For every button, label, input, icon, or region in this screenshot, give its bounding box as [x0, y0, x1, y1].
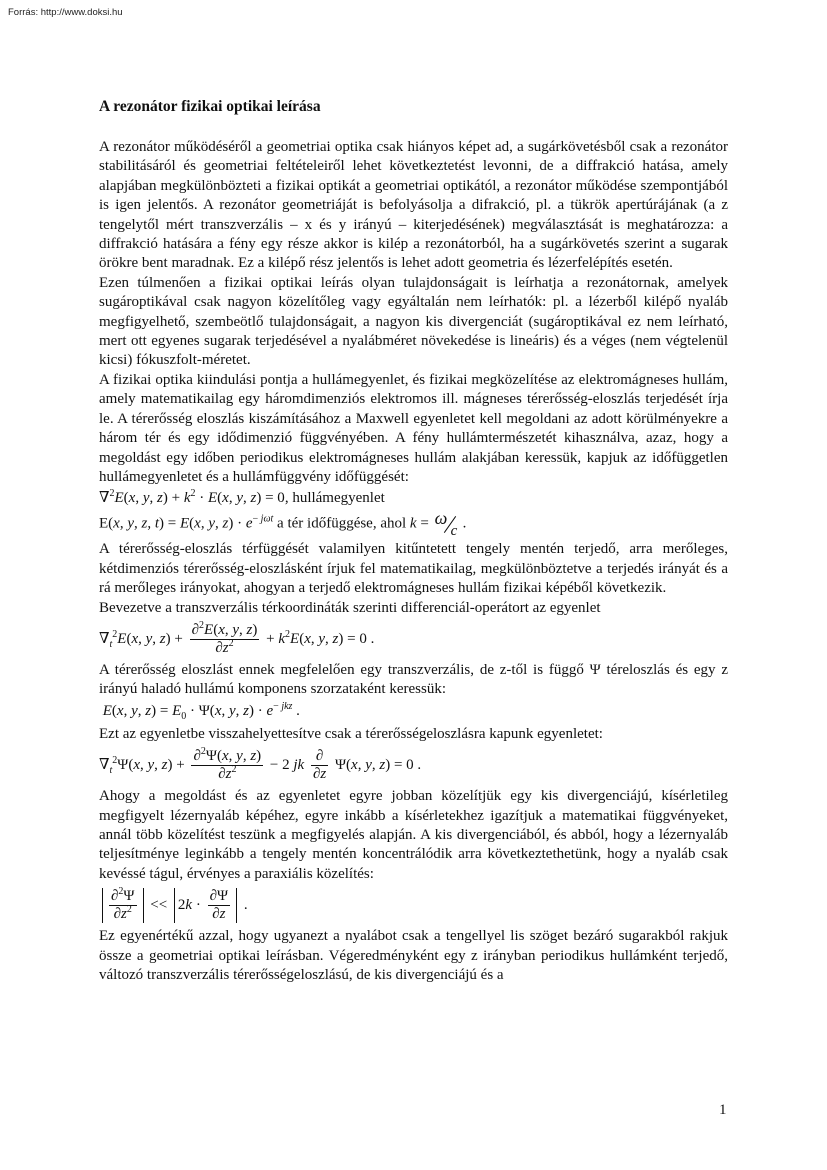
document-title: A rezonátor fizikai optikai leírása — [99, 98, 321, 115]
paragraph-3: A fizikai optika kiindulási pontja a hullámegyenlet, és fizikai megközelítése az elektromágneses hullám, amely matematikailag egy háromdimenziós elektromos ill. mágneses térerősség-eloszlás terjedését írja le. A térerősség eloszlás kiszámításához a Maxwell egyenletet kell megoldani az adott körülményekre a három tér és egy idődimenzió függvényében. A fény hullámtermészetét kihasználva, azaz, hogy a megoldást egy időben periodikus elektromágneses hullám alakjában keressük, kapjuk az időfüggetlen hullámegyenletet és a hullámfüggvény időfüggését: — [99, 371, 728, 485]
page-number: 1 — [719, 1102, 727, 1118]
paragraph-5: Bevezetve a transzverzális térkoordináták szerinti differenciál-operátort az egyenlet — [99, 599, 601, 616]
equation-time: E(x, y, z, t) = E(x, y, $z) \cdot e^{- j\omega t}$ a tér időfüggése, ahol k = ω c . — [99, 508, 467, 540]
paragraph-6: A térerősség eloszlást ennek megfelelően egy transzverzális, de z-től is függő Ψ téreloszlás és egy z irányú haladó hullámú komponens szorzataként keressük: — [99, 661, 728, 698]
equation-wave: ∇$^2$E(x, y, $z) + k^2 \cdot E(x$, y, z) = 0, hullámegyenlet — [99, 488, 385, 507]
paragraph-7: Ezt az egyenletbe visszahelyettesítve csak a térerősségeloszlásra kapunk egyenletet: — [99, 725, 603, 742]
paragraph-1: A rezonátor működéséről a geometriai optika csak hiányos képet ad, a sugárkövetésből csak a rezonátor stabilitásáról és geometriai feltételeiről lehet következtetést levonni, de a diffrakció hatása, amely alapjában megkülönbözteti a fizikai optikát a geometriai optikától, a rezonátor működése szempontjából is igen jelentős. A rezonátor geometriáját is befolyásolja a difrakció, pl. a tükrök apertúrájának (a z tengelytől mért transzverzális – x és y irányú – kiterjedésének) megválasztását is meghatározza: a diffrakció hatására a fény egy része akkor is kilép a rezonátorból, ha a sugárkövetés szerint a sugarak örökre bent maradnak. Ez a kilépő rész jelentős is lehet adott geometria és lézerfelépítés esetén. — [99, 139, 728, 272]
equation-transverse: $\nabla_t^2E(x$, y, z) + $\frac{\partial^2E(x, y, z)}{\partial z^2}$ + $k^2E(x$, y, z) = 0 . — [99, 619, 375, 656]
paragraph-9: Ez egyenértékű azzal, hogy ugyanezt a nyalábot csak a tengellyel lis szöget bezáró sugarakból rakjuk össze a geometriai optikai leírásban. Végeredményként egy z irányban periodikus hullámként terjedő, változó transzverzális térerősségeloszlású, de kis divergenciájú és a — [99, 928, 728, 983]
equation-paraxial: $\frac{\partial^2\Psi}{\partial z^2}$ << 2k · $\frac{\partial\Psi}{\partial z}$ . — [99, 888, 728, 923]
paragraph-4: A térerősség-eloszlás térfüggését valamilyen kitűntetett tengely mentén terjedő, arra merőleges, kétdimenziós térerősség-eloszlásként írjuk fel matematikailag, megkülönböztetve a terjedés irányát és a rá merőleges irányokat, ahogyan a terjedő elektromágneses hullám fizikai képéből következik. — [99, 541, 728, 597]
time-dependence-note: a tér időfüggése, ahol — [273, 515, 410, 532]
wave-equation-note: , hullámegyenlet — [284, 490, 385, 507]
omega-over-c: ω c — [434, 508, 458, 540]
document-page — [99, 98, 728, 985]
paragraph-2: Ezen túlmenően a fizikai optikai leírás olyan tulajdonságait is leírhatja a rezonátornak, amelyek sugároptikával csak nagyon közelítőleg vagy egyáltalán nem leírhatók: pl. a lézerből kilépő nyaláb megfigyelhető, szembeötlő tulajdonságait, a nagyon kis divergenciát (sugároptikával ez nem leírható, mert ott egyenes sugarak terjedésével a nyalábméret növekedése is lineáris) és a véges (nem végtelenül kicsi) fókuszfolt-méretet. — [99, 274, 728, 369]
source-label: Forrás: http://www.doksi.hu — [8, 7, 123, 18]
equation-psi: $\nabla_t^2\Psi(x$, y, z) + $\frac{\partial^2\Psi(x, y, z)}{\partial z^2}$ − 2 jk $\frac{\partial}{\partial z}$ Ψ(x, y, z) = 0 . — [99, 746, 422, 783]
paragraph-8: Ahogy a megoldást és az egyenletet egyre jobban közelítjük egy kis divergenciájú, kísérletileg megfigyelt lézernyaláb képéhez, egyre inkább a kísérletekhez igazítjuk a matematikai függvényeket, annál több közelítést teszünk a megfigyelés alapján. A kis divergenciából, és abból, hogy a lézernyaláb teljesítménye leginkább a tengely mentén koncentrálódik arra következtethetünk, hogy a nyaláb csak kevéssé tágul, érvényes a paraxiális közelítés: — [99, 788, 728, 882]
equation-ansatz: E(x, y, $z) = E_0 \cdot \Psi(x$, y, $z) \cdot e^{- jkz}$ . — [102, 700, 300, 722]
